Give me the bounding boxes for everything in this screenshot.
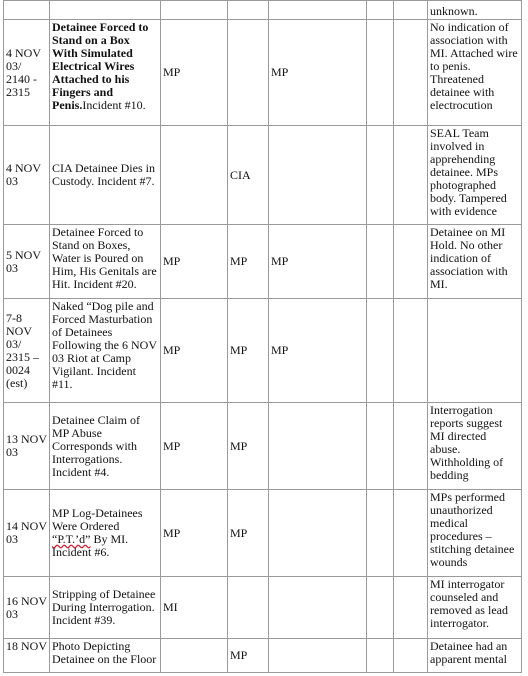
date-cell: 18 NOV: [4, 639, 50, 673]
party-cell: [394, 490, 428, 577]
incident-cell: Detainee Forced to Stand on Boxes, Water is Poured on Him, His Genitals are Hit. Incident #20.: [50, 225, 161, 299]
incident-quote: “P.T.’d”: [52, 532, 91, 546]
incident-text-tail: By MI. Incident #6.: [52, 532, 129, 559]
party-cell: [394, 126, 428, 225]
date-cell: [4, 1, 50, 20]
party-cell: MI: [161, 577, 228, 639]
notes-cell: [428, 1, 522, 20]
party-cell: MP: [161, 225, 228, 299]
notes-cell: Interrogation reports suggest MI directed abuse. Withholding of bedding: [428, 403, 522, 490]
notes-cell: SEAL Team involved in apprehending detainee. MPs photographed body. Tampered with evidence: [428, 126, 522, 225]
incident-cell: CIA Detainee Dies in Custody. Incident #7.: [50, 126, 161, 225]
incident-ref: Incident #10.: [82, 98, 146, 112]
table-row: [4, 1, 522, 20]
party-cell: [394, 299, 428, 403]
party-cell: [367, 20, 394, 126]
party-cell: [367, 403, 394, 490]
party-cell: MP: [228, 225, 269, 299]
table-row: [4, 577, 522, 639]
party-cell: [269, 1, 367, 20]
incident-cell: Stripping of Detainee During Interrogation. Incident #39.: [50, 577, 161, 639]
party-cell: MP: [228, 299, 269, 403]
party-cell: [228, 1, 269, 20]
party-cell: [161, 126, 228, 225]
incident-cell: [50, 20, 161, 126]
date-cell: 7-8 NOV 03/ 2315 – 0024 (est): [4, 299, 50, 403]
party-cell: [394, 577, 428, 639]
notes-cell: [428, 299, 522, 403]
table-row: [4, 20, 522, 126]
notes-cell: Detainee had an apparent mental: [428, 639, 522, 673]
party-cell: [394, 1, 428, 20]
party-cell: [367, 1, 394, 20]
incident-cell: Detainee Claim of MP Abuse Corresponds with Interrogations. Incident #4.: [50, 403, 161, 490]
incident-table: [3, 0, 522, 673]
notes-cell: No indication of association with MI. Attached wire to penis. Threatened detainee with electrocution: [428, 20, 522, 126]
table-row: [4, 639, 522, 673]
party-cell: [269, 403, 367, 490]
party-cell: MP: [228, 490, 269, 577]
notes-text: unknown.: [430, 4, 478, 18]
party-cell: [269, 639, 367, 673]
party-cell: [269, 577, 367, 639]
notes-cell: MI interrogator counseled and removed as lead interrogator.: [428, 577, 522, 639]
party-cell: MP: [161, 403, 228, 490]
incident-cell: Photo Depicting Detainee on the Floor: [50, 639, 161, 673]
date-cell: 16 NOV 03: [4, 577, 50, 639]
date-cell: 14 NOV 03: [4, 490, 50, 577]
party-cell: [394, 639, 428, 673]
party-cell: MP: [161, 20, 228, 126]
party-cell: [394, 20, 428, 126]
party-cell: [161, 1, 228, 20]
party-cell: [269, 126, 367, 225]
party-cell: MP: [228, 403, 269, 490]
incident-cell: [50, 1, 161, 20]
table-row: [4, 225, 522, 299]
party-cell: MP: [269, 225, 367, 299]
date-cell: 13 NOV 03: [4, 403, 50, 490]
party-cell: [367, 490, 394, 577]
notes-cell: MPs performed unauthorized medical procedures – stitching detainee wounds: [428, 490, 522, 577]
party-cell: [269, 490, 367, 577]
party-cell: CIA: [228, 126, 269, 225]
party-cell: MP: [269, 299, 367, 403]
table-row: [4, 299, 522, 403]
party-cell: MP: [228, 639, 269, 673]
table-row: [4, 126, 522, 225]
date-cell: 4 NOV 03: [4, 126, 50, 225]
incident-cell: Naked “Dog pile and Forced Masturbation of Detainees Following the 6 NOV 03 Riot at Camp Vigilant. Incident #11.: [50, 299, 161, 403]
date-cell: 5 NOV 03: [4, 225, 50, 299]
party-cell: [394, 225, 428, 299]
date-cell: 4 NOV 03/ 2140 - 2315: [4, 20, 50, 126]
party-cell: MP: [269, 20, 367, 126]
party-cell: [367, 126, 394, 225]
incident-cell: [50, 490, 161, 577]
party-cell: [367, 225, 394, 299]
party-cell: [394, 403, 428, 490]
incident-text: MP Log-Detainees Were Ordered: [52, 506, 143, 533]
party-cell: [367, 639, 394, 673]
notes-cell: Detainee on MI Hold. No other indication of association with MI.: [428, 225, 522, 299]
incident-title: Detainee Forced to Stand on a Box With Simulated Electrical Wires Attached to his Fingers and Penis.: [52, 20, 149, 112]
party-cell: [228, 577, 269, 639]
party-cell: [228, 20, 269, 126]
party-cell: MP: [161, 490, 228, 577]
party-cell: [367, 299, 394, 403]
table-row: [4, 490, 522, 577]
table-row: [4, 403, 522, 490]
party-cell: [161, 639, 228, 673]
party-cell: [367, 577, 394, 639]
party-cell: MP: [161, 299, 228, 403]
